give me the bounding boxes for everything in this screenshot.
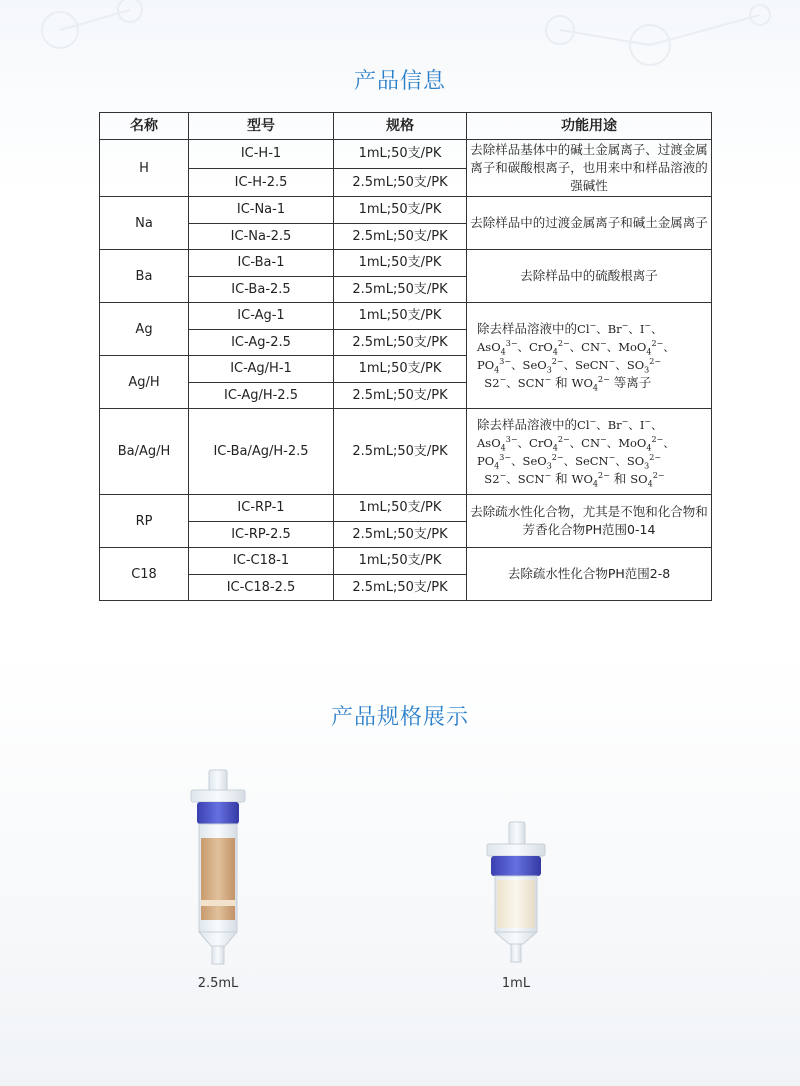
table-row (100, 140, 712, 169)
cell-model: IC-RP-2.5 (189, 521, 334, 548)
cell-spec: 2.5mL;50支/PK (334, 168, 467, 197)
table-row (100, 197, 712, 224)
cell-model: IC-C18-1 (189, 548, 334, 575)
table-row (100, 548, 712, 575)
cell-spec: 1mL;50支/PK (334, 140, 467, 169)
cell-name: C18 (100, 548, 189, 601)
cell-function: 去除样品中的过渡金属离子和碱土金属离子 (467, 197, 712, 250)
table-row (100, 250, 712, 277)
cartridge-1ml-label: 1mL (501, 976, 531, 991)
header-name: 名称 (100, 113, 189, 140)
table-row (100, 303, 712, 330)
cell-name: Ba (100, 250, 189, 303)
cell-name: RP (100, 495, 189, 548)
bag-func-prefix: 除去样品溶液中的 (477, 416, 578, 432)
product-info-table (99, 112, 712, 601)
bag-func-and-1: 和 (555, 470, 568, 486)
cell-model: IC-Ba-1 (189, 250, 334, 277)
cell-name: Ag (100, 303, 189, 356)
cell-spec: 2.5mL;50支/PK (334, 409, 467, 495)
cell-model: IC-Ba-2.5 (189, 276, 334, 303)
bag-func-and-2: 和 (613, 470, 627, 486)
section-title-product-info: 产品信息 (353, 69, 446, 94)
cell-name: Ba/Ag/H (100, 409, 189, 495)
cell-model: IC-H-2.5 (189, 168, 334, 197)
ag-func-suffix: 等离子 (613, 374, 652, 390)
cell-model: IC-H-1 (189, 140, 334, 169)
cell-model: IC-RP-1 (189, 495, 334, 522)
cell-spec: 2.5mL;50支/PK (334, 276, 467, 303)
cell-spec: 1mL;50支/PK (334, 303, 467, 330)
table-row (100, 495, 712, 522)
cell-function-bag: 除去样品溶液中的Cl−、Br−、I−、 AsO$_4^{3-}$、CrO$_4^{2-}$、CN−、MoO$_4^{2-}$、 $PO_4^{3-}$、SeO$_3^{2-}$、SeCN−、$SO_3^{2-}$ S2−、SCN− 和 $WO_4^{2-}$ 和 $SO_4^{2-}$ (467, 409, 712, 495)
cell-name: Na (100, 197, 189, 250)
table-row (100, 409, 712, 495)
cell-spec: 2.5mL;50支/PK (334, 223, 467, 250)
cell-model: IC-Na-1 (189, 197, 334, 224)
cell-spec: 2.5mL;50支/PK (334, 521, 467, 548)
cell-model: IC-Ba/Ag/H-2.5 (189, 409, 334, 495)
cell-function-ag: 除去样品溶液中的Cl−、Br−、I−、 AsO$_4^{3-}$、CrO$_4^{2-}$、CN−、MoO$_4^{2-}$、 $PO_4^{3-}$、SeO$_3^{2-}$、SeCN−、$SO_3^{2-}$ S2−、SCN− 和 $WO_4^{2-}$ 等离子 (467, 303, 712, 409)
cell-model: IC-Na-2.5 (189, 223, 334, 250)
cell-spec: 1mL;50支/PK (334, 197, 467, 224)
header-function: 功能用途 (467, 113, 712, 140)
section-title-product-display: 产品规格展示 (330, 705, 469, 730)
cartridge-1ml-image (481, 820, 551, 970)
cell-function: 去除样品基体中的碱土金属离子、过渡金属离子和碳酸根离子，也用来中和样品溶液的强碱性 (467, 140, 712, 197)
cell-spec: 2.5mL;50支/PK (334, 382, 467, 409)
cell-spec: 1mL;50支/PK (334, 495, 467, 522)
cell-model: IC-Ag/H-2.5 (189, 382, 334, 409)
cell-spec: 2.5mL;50支/PK (334, 329, 467, 356)
ag-func-prefix: 除去样品溶液中的 (477, 320, 578, 336)
cell-function: 去除疏水性化合物，尤其是不饱和化合物和芳香化合物PH范围0-14 (467, 495, 712, 548)
ag-func-and: 和 (555, 374, 568, 390)
cell-model: IC-Ag/H-1 (189, 356, 334, 383)
cell-function: 去除疏水性化合物PH范围2-8 (467, 548, 712, 601)
header-model: 型号 (189, 113, 334, 140)
cell-spec: 1mL;50支/PK (334, 548, 467, 575)
cell-model: IC-C18-2.5 (189, 574, 334, 601)
cartridge-2-5ml-image (183, 768, 253, 968)
header-spec: 规格 (334, 113, 467, 140)
table-header-row (100, 113, 712, 140)
cartridge-2-5ml-label: 2.5mL (197, 976, 239, 991)
cell-spec: 1mL;50支/PK (334, 356, 467, 383)
cell-function: 去除样品中的硫酸根离子 (467, 250, 712, 303)
cell-model: IC-Ag-2.5 (189, 329, 334, 356)
cell-model: IC-Ag-1 (189, 303, 334, 330)
cell-spec: 2.5mL;50支/PK (334, 574, 467, 601)
cell-spec: 1mL;50支/PK (334, 250, 467, 277)
cell-name: Ag/H (100, 356, 189, 409)
cell-name: H (100, 140, 189, 197)
